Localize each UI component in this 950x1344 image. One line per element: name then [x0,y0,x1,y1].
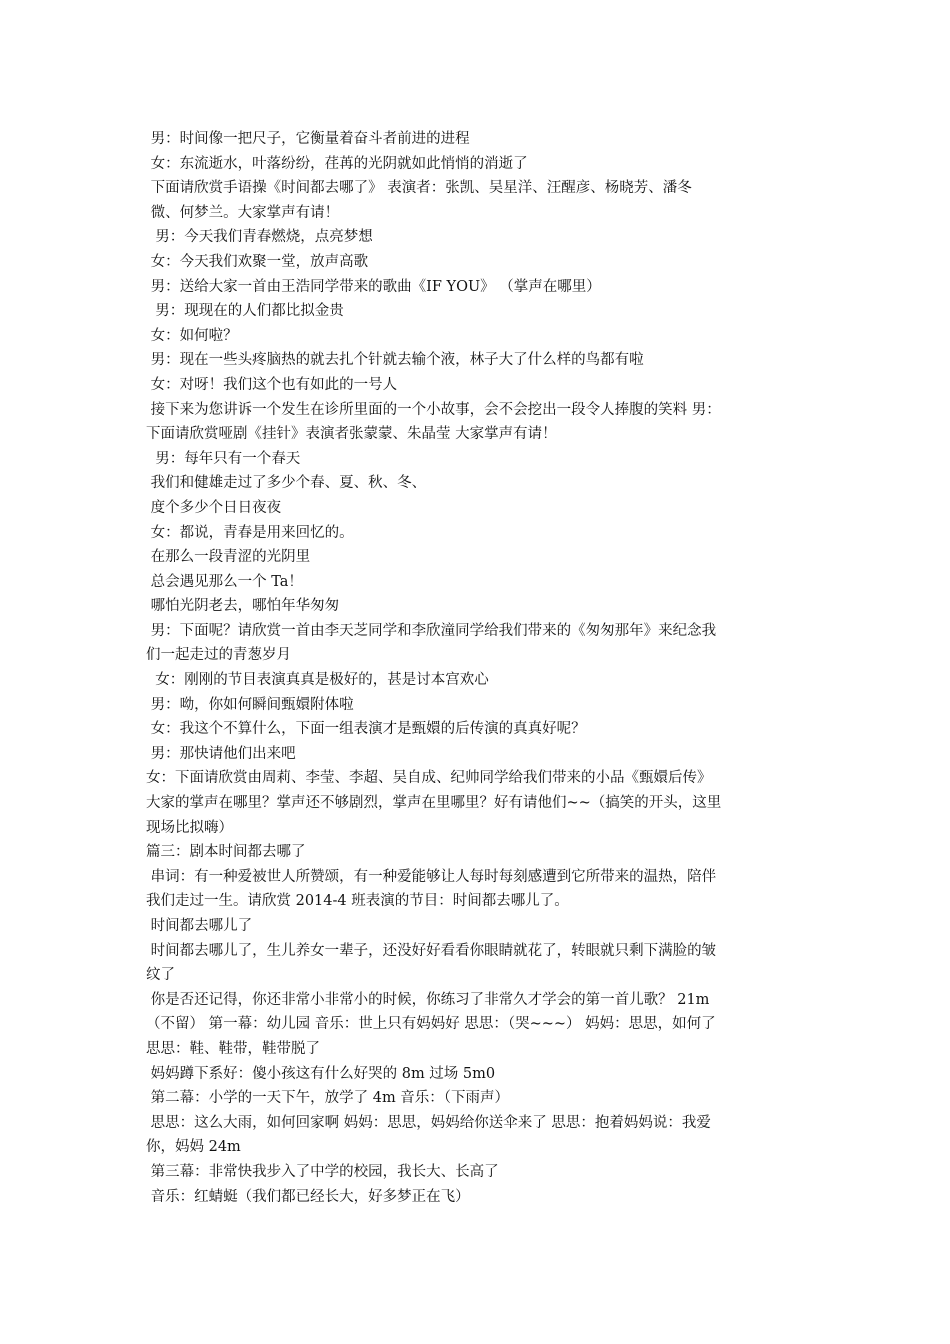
section-heading: 篇三：剧本时间都去哪了 [146,844,306,861]
text-line: 现场比拟嗨） [146,819,233,836]
text-line: 时间都去哪儿了 [146,918,253,934]
text-line: 女：刚刚的节目表演真真是极好的，甚是讨本宫欢心 [146,672,489,689]
text-line: 女：都说，青春是用来回忆的。 [146,524,354,541]
text-line: 总会遇见那么一个 Ta！ [146,573,303,590]
text-line: 思思：鞋、鞋带，鞋带脱了 [146,1040,320,1057]
text-line: 微、何梦兰。大家掌声有请！ [146,204,340,221]
text-line: 下面请欣赏哑剧《挂针》表演者张蒙蒙、朱晶莹 大家掌声有请！ [146,426,557,443]
text-line: 纹了 [146,967,175,984]
text-line: 你，妈妈 24m [146,1139,241,1156]
text-line: 男：每年只有一个春天 [146,450,301,467]
text-line: 你是否还记得，你还非常小非常小的时候，你练习了非常久才学会的第一首儿歌？ 21m [146,991,710,1008]
text-line: 男：送给大家一首由王浩同学带来的歌曲《IF YOU》 （掌声在哪里） [146,278,601,295]
text-line: 女：今天我们欢聚一堂，放声高歌 [146,253,369,270]
text-line: 男：时间像一把尺子，它衡量着奋斗者前进的进程 [146,131,470,147]
text-line: 思思：这么大雨，如何回家啊 妈妈：思思，妈妈给你送伞来了 思思：抱着妈妈说：我爱 [146,1114,711,1131]
text-line: 男：现在一些头疼脑热的就去扎个针就去输个液，林子大了什么样的鸟都有啦 [146,352,644,369]
text-line: 男：那快请他们出来吧 [146,745,296,762]
text-line: 我们走过一生。请欣赏 2014-4 班表演的节目：时间都去哪儿了。 [146,893,569,910]
text-line: 男：现现在的人们都比拟金贵 [146,303,344,320]
text-line: 时间都去哪儿了，生儿养女一辈子，还没好好看看你眼睛就花了，转眼就只剩下满脸的皱 [146,942,717,959]
text-line: 下面请欣赏手语操《时间都去哪了》 表演者：张凯、吴星洋、汪醒彦、杨晓芳、潘冬 [146,180,692,197]
text-line: 妈妈蹲下系好：傻小孩这有什么好哭的 8m 过场 5m0 [146,1065,496,1082]
text-line: 男：下面呢？请欣赏一首由李天芝同学和李欣潼同学给我们带来的《匆匆那年》来纪念我 [146,622,717,639]
text-line: （不留） 第一幕：幼儿园 音乐：世上只有妈妈好 思思：（哭~~~） 妈妈：思思，如何了 [146,1016,716,1033]
text-line: 女：对呀！我们这个也有如此的一号人 [146,376,398,393]
text-line: 大家的掌声在哪里？掌声还不够剧烈，掌声在里哪里？好有请他们~~（搞笑的开头，这里 [146,795,722,812]
document-body [146,127,810,1209]
text-line: 女：东流逝水，叶落纷纷，荏苒的光阴就如此悄悄的消逝了 [146,155,528,172]
text-line: 女：如何啦？ [146,327,238,344]
text-line: 女：我这个不算什么，下面一组表演才是甄嬛的后传演的真真好呢？ [146,721,586,738]
text-line: 女：下面请欣赏由周莉、李莹、李超、吴自成、纪帅同学给我们带来的小品《甄嬛后传》 [146,770,712,787]
text-line: 串词：有一种爱被世人所赞颂，有一种爱能够让人每时每刻感遭到它所带来的温热，陪伴 [146,868,717,885]
text-line: 在那么一段青涩的光阴里 [146,549,311,566]
text-line: 接下来为您讲诉一个发生在诊所里面的一个小故事，会不会挖出一段令人捧腹的笑料 男： [146,401,721,418]
text-line: 第三幕：非常快我步入了中学的校园，我长大、长高了 [146,1163,499,1180]
text-line: 男：呦，你如何瞬间甄嬛附体啦 [146,696,354,713]
text-line: 音乐：红蜻蜓（我们都已经长大，好多梦正在飞） [146,1188,470,1205]
text-line: 哪怕光阴老去，哪怕年华匆匆 [146,598,340,615]
text-line: 第二幕：小学的一天下午，放学了 4m 音乐：（下雨声） [146,1090,510,1107]
text-line: 男：今天我们青春燃烧，点亮梦想 [146,229,373,246]
text-line: 我们和健雄走过了多少个春、夏、秋、冬、 [146,475,427,492]
text-line: 们一起走过的青葱岁月 [146,647,291,664]
text-line: 度个多少个日日夜夜 [146,499,282,516]
